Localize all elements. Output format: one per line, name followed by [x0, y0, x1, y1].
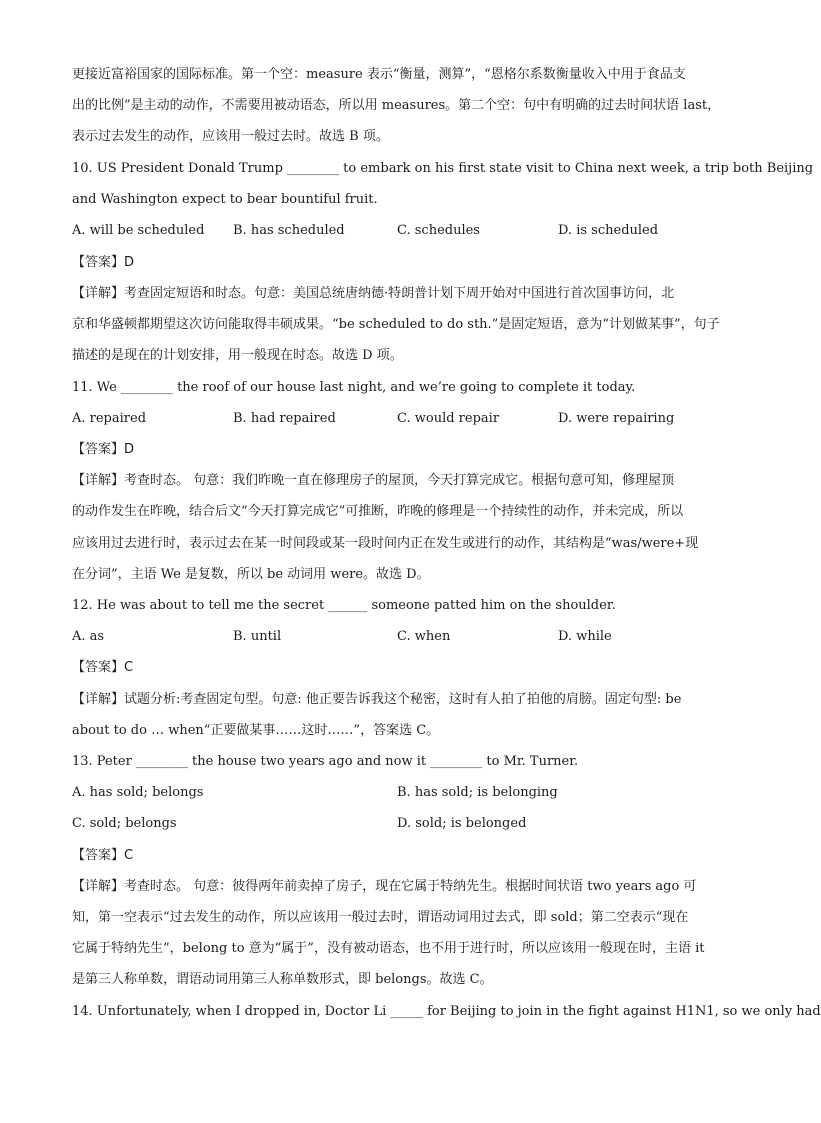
- question-10-answer: 【答案】D: [72, 255, 135, 270]
- question-13-option-a: A. has sold; belongs: [72, 785, 204, 800]
- question-13-option-c: C. sold; belongs: [72, 816, 177, 831]
- question-13-explanation: 它属于特纳先生”，belong to 意为“属于”，没有被动语态，也不用于进行时，所以应该用一般现在时，主语 it: [72, 941, 705, 956]
- question-12-answer: 【答案】C: [72, 660, 134, 675]
- question-11-option-b: B. had repaired: [233, 411, 336, 426]
- question-13-explanation: 是第三人称单数，谓语动词用第三人称单数形式，即 belongs。故选 C。: [72, 972, 493, 987]
- question-10-option-b: B. has scheduled: [233, 223, 345, 238]
- question-10-option-d: D. is scheduled: [558, 223, 659, 238]
- question-12-option-b: B. until: [233, 629, 282, 644]
- question-10-option-c: C. schedules: [397, 223, 480, 238]
- question-11-option-a: A. repaired: [72, 411, 147, 426]
- question-13-stem: 13. Peter ________ the house two years ago and now it ________ to Mr. Turner.: [72, 754, 579, 769]
- question-14-stem: 14. Unfortunately, when I dropped in, Doctor Li _____ for Beijing to join in the fight against H1N1, so we only had: [72, 1004, 821, 1019]
- question-11-stem: 11. We ________ the roof of our house last night, and we’re going to complete it today.: [72, 380, 636, 395]
- question-10-explanation: 描述的是现在的计划安排，用一般现在时态。故选 D 项。: [72, 348, 403, 363]
- intro-line: 表示过去发生的动作，应该用一般过去时。故选 B 项。: [72, 129, 389, 144]
- question-10-explanation: 【详解】考查固定短语和时态。句意：美国总统唐纳德·特朗普计划下周开始对中国进行首次国事访问，北: [72, 286, 675, 301]
- question-12-option-c: C. when: [397, 629, 451, 644]
- question-12-option-a: A. as: [72, 629, 105, 644]
- question-13-answer: 【答案】C: [72, 848, 134, 863]
- question-12-explanation: 【详解】试题分析:考查固定句型。句意: 他正要告诉我这个秘密，这时有人拍了拍他的肩膀。固定句型: be: [72, 692, 682, 707]
- question-11-option-c: C. would repair: [397, 411, 500, 426]
- question-11-explanation: 在分词”，主语 We 是复数，所以 be 动词用 were。故选 D。: [72, 567, 430, 582]
- question-10-explanation: 京和华盛顿都期望这次访问能取得丰硕成果。“be scheduled to do sth.”是固定短语，意为“计划做某事”，句子: [72, 317, 720, 332]
- question-11-option-d: D. were repairing: [558, 411, 675, 426]
- question-13-option-b: B. has sold; is belonging: [397, 785, 558, 800]
- question-11-explanation: 应该用过去进行时，表示过去在某一时间段或某一段时间内正在发生或进行的动作，其结构是“was/were+现: [72, 536, 699, 551]
- intro-line: 出的比例”是主动的动作，不需要用被动语态，所以用 measures。第二个空：句中有明确的过去时间状语 last，: [72, 98, 721, 113]
- question-11-explanation: 的动作发生在昨晚，结合后文“今天打算完成它”可推断，昨晚的修理是一个持续性的动作，并未完成，所以: [72, 504, 684, 519]
- question-13-option-d: D. sold; is belonged: [397, 816, 527, 831]
- question-10-stem: and Washington expect to bear bountiful fruit.: [72, 192, 378, 207]
- question-13-explanation: 知，第一空表示“过去发生的动作，所以应该用一般过去时，谓语动词用过去式，即 sold；第二空表示“现在: [72, 910, 689, 925]
- question-10-option-a: A. will be scheduled: [72, 223, 205, 238]
- question-13-explanation: 【详解】考查时态。 句意：彼得两年前卖掉了房子，现在它属于特纳先生。根据时间状语 two years ago 可: [72, 879, 697, 894]
- question-12-explanation: about to do … when“正要做某事……这时……”，答案选 C。: [72, 723, 440, 738]
- question-11-answer: 【答案】D: [72, 442, 135, 457]
- question-11-explanation: 【详解】考查时态。 句意：我们昨晚一直在修理房子的屋顶，今天打算完成它。根据句意可知，修理屋顶: [72, 473, 675, 488]
- question-12-stem: 12. He was about to tell me the secret ______ someone patted him on the shoulder.: [72, 598, 616, 613]
- question-10-stem: 10. US President Donald Trump ________ to embark on his first state visit to China next week, a trip both Beijing: [72, 161, 814, 176]
- intro-line: 更接近富裕国家的国际标准。第一个空：measure 表示“衡量，测算”，“恩格尔系数衡量收入中用于食品支: [72, 67, 686, 82]
- question-12-option-d: D. while: [558, 629, 612, 644]
